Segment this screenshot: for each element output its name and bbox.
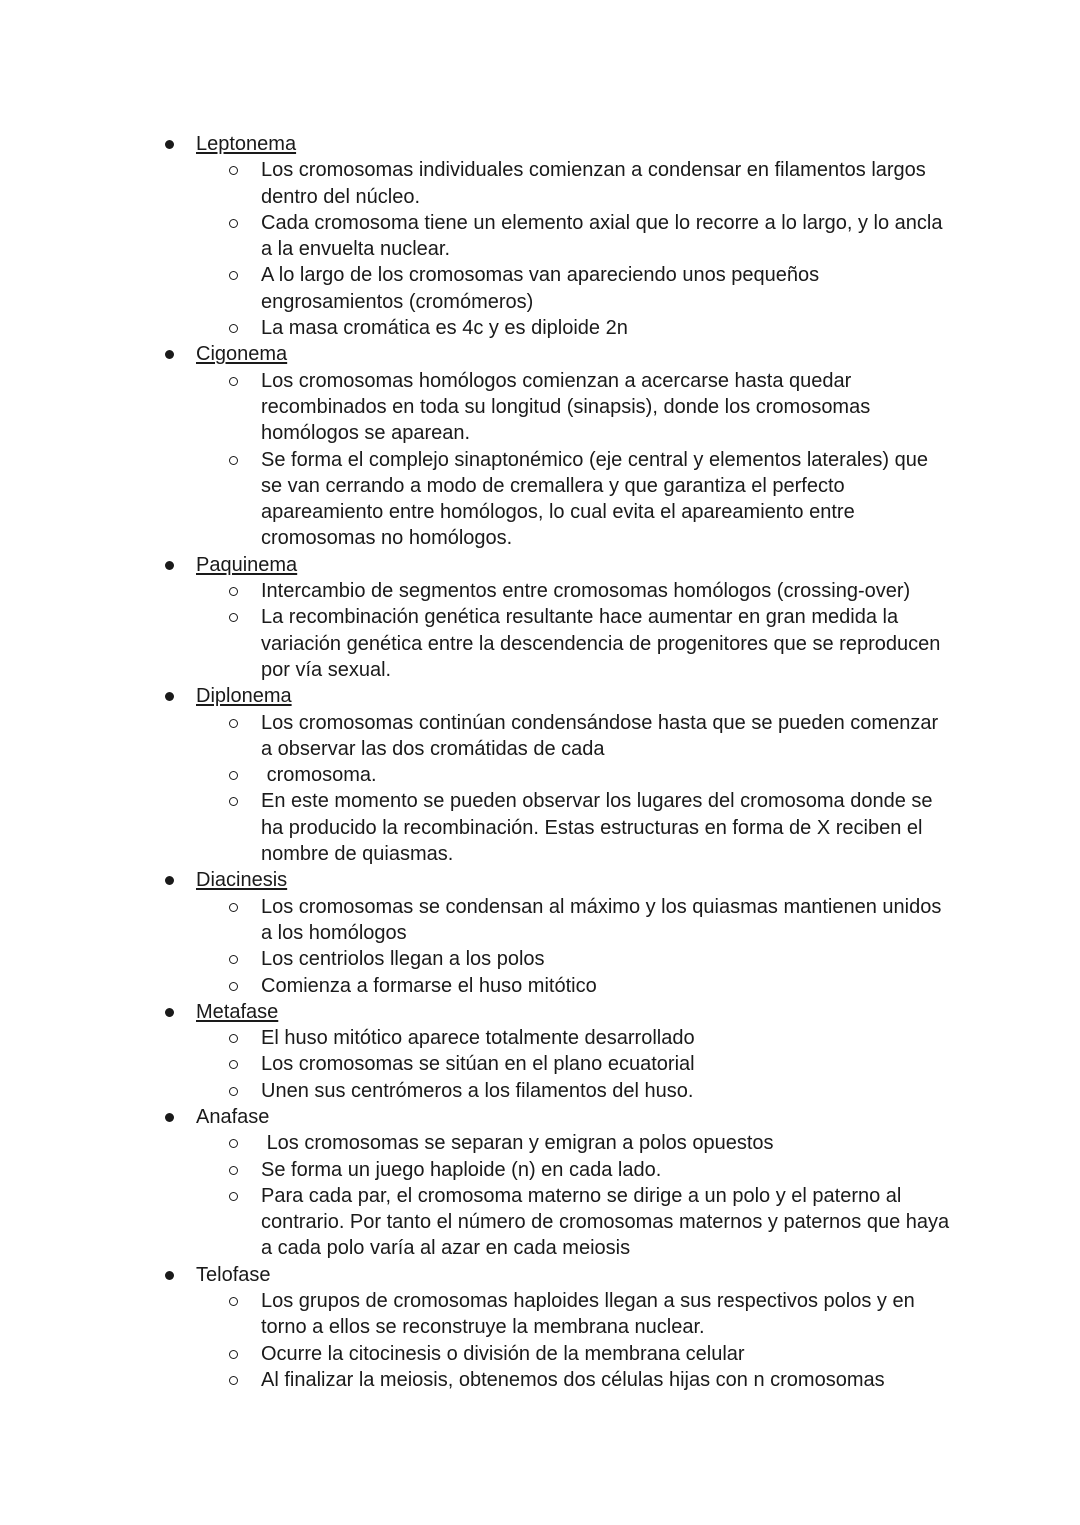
section-diplonema [0,683,1080,867]
hollow-bullet-icon [229,797,238,806]
section-heading-row [0,999,1080,1025]
list-item [0,315,1080,341]
list-item-text: Al finalizar la meiosis, obtenemos dos células hijas con n cromosomas [261,1368,885,1391]
list-item [0,210,1080,263]
list-item [0,1367,1080,1393]
list-item [0,1288,1080,1341]
hollow-bullet-icon [229,1166,238,1175]
hollow-bullet-icon [229,219,238,228]
hollow-bullet-icon [229,1139,238,1148]
section-heading-row [0,131,1080,157]
list-item-text: Se forma el complejo sinaptonémico (eje central y elementos laterales) que se van cerrando a modo de cremallera y que garantiza el perfecto apareamiento entre homólogos, lo cual evita el apareamiento entre cromosomas no homólogos. [261,448,929,550]
hollow-bullet-icon [229,1087,238,1096]
list-item [0,788,1080,867]
list-item [0,762,1080,788]
section-metafase [0,999,1080,1104]
list-item [0,973,1080,999]
section-title: Leptonema [196,133,297,155]
list-item-text: Comienza a formarse el huso mitótico [261,974,597,997]
section-diacinesis [0,867,1080,998]
list-item [0,368,1080,447]
hollow-bullet-icon [229,587,238,596]
document-body [0,131,1080,1393]
hollow-bullet-icon [229,377,238,386]
hollow-bullet-icon [229,271,238,280]
list-item [0,262,1080,315]
list-item [0,604,1080,683]
hollow-bullet-icon [229,982,238,991]
list-item-text: Los cromosomas se sitúan en el plano ecuatorial [261,1053,695,1076]
hollow-bullet-icon [229,903,238,912]
list-item [0,447,1080,552]
section-title: Telofase [196,1263,271,1286]
list-item [0,578,1080,604]
list-item [0,157,1080,210]
list-item-text: Los cromosomas continúan condensándose hasta que se pueden comenzar a observar las dos cromátidas de cada [261,711,939,760]
list-item [0,1157,1080,1183]
section-title: Diplonema [196,685,292,708]
hollow-bullet-icon [229,1376,238,1385]
list-item-text: Los cromosomas individuales comienzan a condensar en filamentos largos dentro del núcleo. [261,159,926,208]
hollow-bullet-icon [229,1350,238,1359]
list-item-text: Intercambio de segmentos entre cromosomas homólogos (crossing-over) [261,580,911,603]
list-item-text: Se forma un juego haploide (n) en cada lado. [261,1158,662,1181]
list-item-text: Los centriolos llegan a los polos [261,948,545,971]
hollow-bullet-icon [229,1297,238,1306]
list-item [0,1051,1080,1077]
section-paquinema [0,552,1080,683]
list-item [0,1025,1080,1051]
section-title: Diacinesis [196,869,288,892]
section-leptonema [0,131,1080,341]
section-cigonema [0,341,1080,551]
section-title: Metafase [196,1000,279,1023]
list-item-text: A lo largo de los cromosomas van apareciendo unos pequeños engrosamientos (cromómeros) [261,264,820,313]
list-item-text: La recombinación genética resultante hace aumentar en gran medida la variación genética entre la descendencia de progenitores que se reproducen por vía sexual. [261,606,941,681]
list-item [0,710,1080,763]
list-item [0,894,1080,947]
list-item-text: Los cromosomas homólogos comienzan a acercarse hasta quedar recombinados en toda su longitud (sinapsis), donde los cromosomas homólogos se aparean. [261,369,871,445]
list-item-text: Los cromosomas se condensan al máximo y los quiasmas mantienen unidos a los homólogos [261,895,942,944]
section-heading-row [0,341,1080,367]
bullet-icon [165,1113,174,1122]
list-item [0,946,1080,972]
list-item [0,1183,1080,1262]
bullet-icon [165,350,174,359]
bullet-icon [165,1008,174,1017]
hollow-bullet-icon [229,166,238,175]
list-item-text: Para cada par, el cromosoma materno se dirige a un polo y el paterno al contrario. Por tanto el número de cromosomas maternos y paternos que haya a cada polo varía al azar en cada meiosis [261,1184,950,1260]
list-item-text: La masa cromática es 4c y es diploide 2n [261,317,628,340]
hollow-bullet-icon [229,1034,238,1043]
hollow-bullet-icon [229,613,238,622]
hollow-bullet-icon [229,324,238,333]
section-anafase [0,1104,1080,1262]
list-item [0,1078,1080,1104]
section-title: Cigonema [196,343,288,366]
bullet-icon [165,692,174,701]
list-item-text: Unen sus centrómeros a los filamentos del huso. [261,1079,694,1102]
list-item-text: cromosoma. [261,764,377,787]
bullet-icon [165,1271,174,1280]
bullet-icon [165,561,174,570]
section-heading-row [0,867,1080,893]
section-telofase [0,1262,1080,1393]
hollow-bullet-icon [229,771,238,780]
hollow-bullet-icon [229,1192,238,1201]
list-item-text: Los grupos de cromosomas haploides llegan a sus respectivos polos y en torno a ellos se reconstruye la membrana nuclear. [261,1290,915,1339]
hollow-bullet-icon [229,719,238,728]
section-heading-row [0,683,1080,709]
section-heading-row [0,552,1080,578]
list-item-text: Los cromosomas se separan y emigran a polos opuestos [261,1132,774,1155]
hollow-bullet-icon [229,1060,238,1069]
bullet-icon [165,140,174,149]
section-heading-row [0,1262,1080,1288]
list-item-text: Cada cromosoma tiene un elemento axial que lo recorre a lo largo, y lo ancla a la envuelta nuclear. [261,211,943,261]
section-title: Paquinema [196,553,298,576]
section-title: Anafase [196,1105,270,1128]
list-item-text: El huso mitótico aparece totalmente desarrollado [261,1027,695,1050]
bullet-icon [165,876,174,885]
hollow-bullet-icon [229,955,238,964]
section-heading-row [0,1104,1080,1130]
list-item-text: En este momento se pueden observar los lugares del cromosoma donde se ha producido la recombinación. Estas estructuras en forma de X reciben el nombre de quiasmas. [261,790,933,866]
list-item [0,1130,1080,1156]
hollow-bullet-icon [229,456,238,465]
list-item-text: Ocurre la citocinesis o división de la membrana celular [261,1342,745,1365]
list-item [0,1341,1080,1367]
